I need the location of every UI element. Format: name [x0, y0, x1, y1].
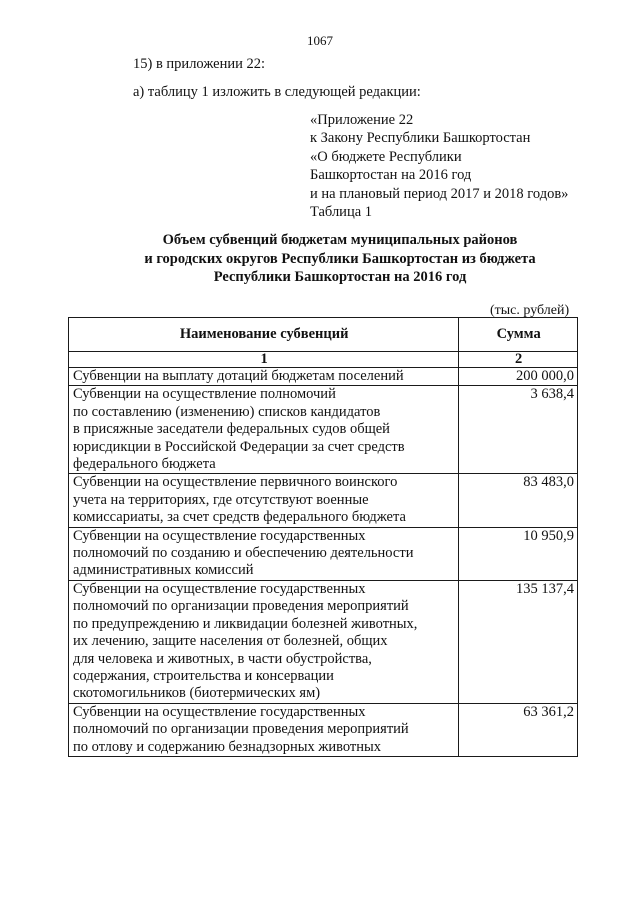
table-row [69, 474, 578, 527]
table-header-row [69, 318, 578, 352]
appendix-line: Башкортостан на 2016 год [310, 167, 472, 184]
column-number-sum: 2 [459, 352, 578, 368]
table-row [69, 580, 578, 703]
subvention-name-line: для человека и животных, в части обустройства, [73, 650, 372, 667]
column-number-row [69, 352, 578, 368]
subvention-name [69, 368, 459, 386]
table-row [69, 386, 578, 474]
title-line: Объем субвенций бюджетам муниципальных районов [162, 232, 518, 248]
subvention-name [69, 527, 459, 580]
title-line: Республики Башкортостан на 2016 год [213, 269, 467, 285]
subvention-name-line: Субвенции на осуществление государственных [73, 703, 366, 720]
subvention-name-line: их лечению, защите населения от болезней, общих [73, 633, 388, 650]
subventions-table [68, 317, 578, 757]
subvention-name-line: по предупреждению и ликвидации болезней животных, [73, 615, 418, 632]
subvention-name-line: полномочий по созданию и обеспечению деятельности [73, 545, 414, 562]
subvention-name-line: по составлению (изменению) списков кандидатов [73, 403, 381, 420]
subvention-name-line: Субвенции на осуществление государственных [73, 527, 366, 544]
subvention-name-line: Субвенции на осуществление полномочий [73, 386, 336, 403]
appendix-line: «Приложение 22 [310, 112, 414, 128]
appendix-line: к Закону Республики Башкортостан [310, 130, 531, 147]
subvention-name-line: комиссариаты, за счет средств федерального бюджета [73, 509, 406, 526]
page-number: 1067 [307, 33, 333, 48]
subvention-name-line: полномочий по организации проведения мероприятий [73, 721, 409, 738]
subvention-name-line: по отлову и содержанию безнадзорных животных [73, 738, 381, 755]
sub-item-line: а) таблицу 1 изложить в следующей редакции: [133, 84, 421, 100]
subvention-name-line: административных комиссий [73, 562, 254, 579]
subvention-name [69, 386, 459, 474]
table-row [69, 368, 578, 386]
subvention-amount: 200 000,0 [459, 368, 578, 386]
subvention-name [69, 703, 459, 756]
subvention-amount: 135 137,4 [459, 580, 578, 703]
subvention-name-line: Субвенции на осуществление первичного воинского [73, 474, 398, 491]
subvention-name-line: содержания, строительства и консервации [73, 667, 334, 684]
header-sum: Сумма [459, 318, 578, 352]
subvention-name [69, 580, 459, 703]
subvention-amount: 3 638,4 [459, 386, 578, 474]
table-row [69, 527, 578, 580]
subvention-name-line: юрисдикции в Российской Федерации за счет средств [73, 438, 405, 455]
subvention-name-line: полномочий по организации проведения мероприятий [73, 598, 409, 615]
appendix-line: «О бюджете Республики [310, 148, 462, 165]
subvention-name-line: учета на территориях, где отсутствуют военные [73, 491, 369, 508]
item-line: 15) в приложении 22: [133, 56, 266, 72]
subvention-amount: 63 361,2 [459, 703, 578, 756]
subvention-name [69, 474, 459, 527]
appendix-line: и на плановый период 2017 и 2018 годов» [310, 185, 569, 202]
column-number-name: 1 [69, 352, 459, 368]
subvention-amount: 10 950,9 [459, 527, 578, 580]
subvention-amount: 83 483,0 [459, 474, 578, 527]
title-line: и городских округов Республики Башкортостан из бюджета [144, 250, 536, 267]
table-row [69, 703, 578, 756]
document-title [60, 231, 620, 287]
subvention-name-line: Субвенции на осуществление государственных [73, 580, 366, 597]
appendix-block [310, 111, 568, 221]
appendix-line: Таблица 1 [310, 204, 373, 221]
header-name: Наименование субвенций [69, 318, 459, 352]
subvention-name-line: федерального бюджета [73, 456, 216, 473]
subvention-name-line: Субвенции на выплату дотаций бюджетам поселений [73, 368, 404, 384]
subvention-name-line: скотомогильников (биотермических ям) [73, 685, 321, 702]
subvention-name-line: в присяжные заседатели федеральных судов общей [73, 421, 390, 438]
units-label: (тыс. рублей) [490, 303, 570, 318]
